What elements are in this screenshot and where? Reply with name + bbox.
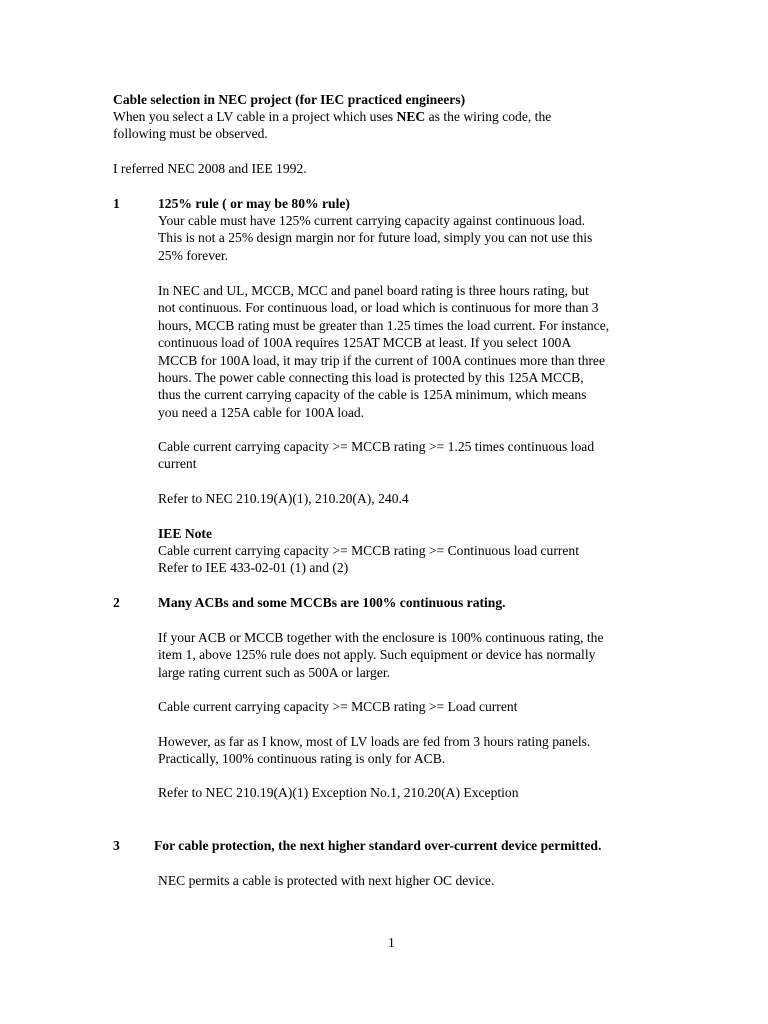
iee-note-body xyxy=(158,542,678,577)
item-3-paragraph-1: NEC permits a cable is protected with next higher OC device. xyxy=(158,873,495,888)
item-2-paragraph-2 xyxy=(158,733,678,768)
paragraph-line: you need a 125A cable for 100A load. xyxy=(158,404,365,420)
item-1-paragraph-2 xyxy=(158,282,678,421)
referred-line: I referred NEC 2008 and IEE 1992. xyxy=(113,161,307,176)
item-3-number: 3 xyxy=(113,838,120,853)
item-2-heading: Many ACBs and some MCCBs are 100% continuous rating. xyxy=(158,595,506,610)
paragraph-line: item 1, above 125% rule does not apply. Such equipment or device has normally xyxy=(158,647,596,663)
paragraph-line: not continuous. For continuous load, or load which is continuous for more than 3 xyxy=(158,300,599,316)
item-1-number: 1 xyxy=(113,196,120,211)
paragraph-line: hours, MCCB rating must be greater than 1.25 times the load current. For instance, xyxy=(158,317,610,333)
paragraph-line: 25% forever. xyxy=(158,247,229,263)
item-1-heading: 125% rule ( or may be 80% rule) xyxy=(158,196,350,211)
item-2-paragraph-1 xyxy=(158,629,678,681)
paragraph-line: MCCB for 100A load, it may trip if the current of 100A continues more than three xyxy=(158,352,605,368)
paragraph-line: Practically, 100% continuous rating is only for ACB. xyxy=(158,751,446,767)
item-1-reference: Refer to NEC 210.19(A)(1), 210.20(A), 240.4 xyxy=(158,491,409,506)
paragraph-line: large rating current such as 500A or larger. xyxy=(158,664,391,680)
item-1-formula xyxy=(158,438,678,473)
page-number: 1 xyxy=(388,935,395,950)
paragraph-line: continuous load of 100A requires 125AT MCCB at least. If you select 100A xyxy=(158,335,572,351)
paragraph-line: However, as far as I know, most of LV loads are fed from 3 hours rating panels. xyxy=(158,734,591,749)
paragraph-line: hours. The power cable connecting this load is protected by this 125A MCCB, xyxy=(158,370,584,386)
item-2-number: 2 xyxy=(113,595,120,610)
intro-text-before: When you select a LV cable in a project which uses xyxy=(113,109,397,124)
paragraph-line: This is not a 25% design margin nor for future load, simply you can not use this xyxy=(158,230,593,246)
item-1-paragraph-1 xyxy=(158,212,678,264)
intro-text-after: as the wiring code, the xyxy=(425,109,552,124)
item-3-heading: For cable protection, the next higher standard over-current device permitted. xyxy=(154,838,602,853)
iee-note-heading: IEE Note xyxy=(158,526,212,541)
formula-line: Cable current carrying capacity >= MCCB rating >= 1.25 times continuous load xyxy=(158,439,595,454)
intro-line-1 xyxy=(113,108,551,125)
iee-note-line: Refer to IEE 433-02-01 (1) and (2) xyxy=(158,560,349,576)
intro-text-bold: NEC xyxy=(396,109,426,124)
paragraph-line: In NEC and UL, MCCB, MCC and panel board rating is three hours rating, but xyxy=(158,283,589,298)
document-title: Cable selection in NEC project (for IEC practiced engineers) xyxy=(113,92,466,107)
formula-line: current xyxy=(158,456,197,472)
intro-line-2: following must be observed. xyxy=(113,126,268,141)
item-2-formula: Cable current carrying capacity >= MCCB rating >= Load current xyxy=(158,699,518,714)
paragraph-line: If your ACB or MCCB together with the enclosure is 100% continuous rating, the xyxy=(158,630,604,645)
paragraph-line: Your cable must have 125% current carrying capacity against continuous load. xyxy=(158,213,586,228)
iee-note-line: Cable current carrying capacity >= MCCB rating >= Continuous load current xyxy=(158,543,580,558)
item-2-reference: Refer to NEC 210.19(A)(1) Exception No.1, 210.20(A) Exception xyxy=(158,785,519,800)
paragraph-line: thus the current carrying capacity of the cable is 125A minimum, which means xyxy=(158,387,587,403)
